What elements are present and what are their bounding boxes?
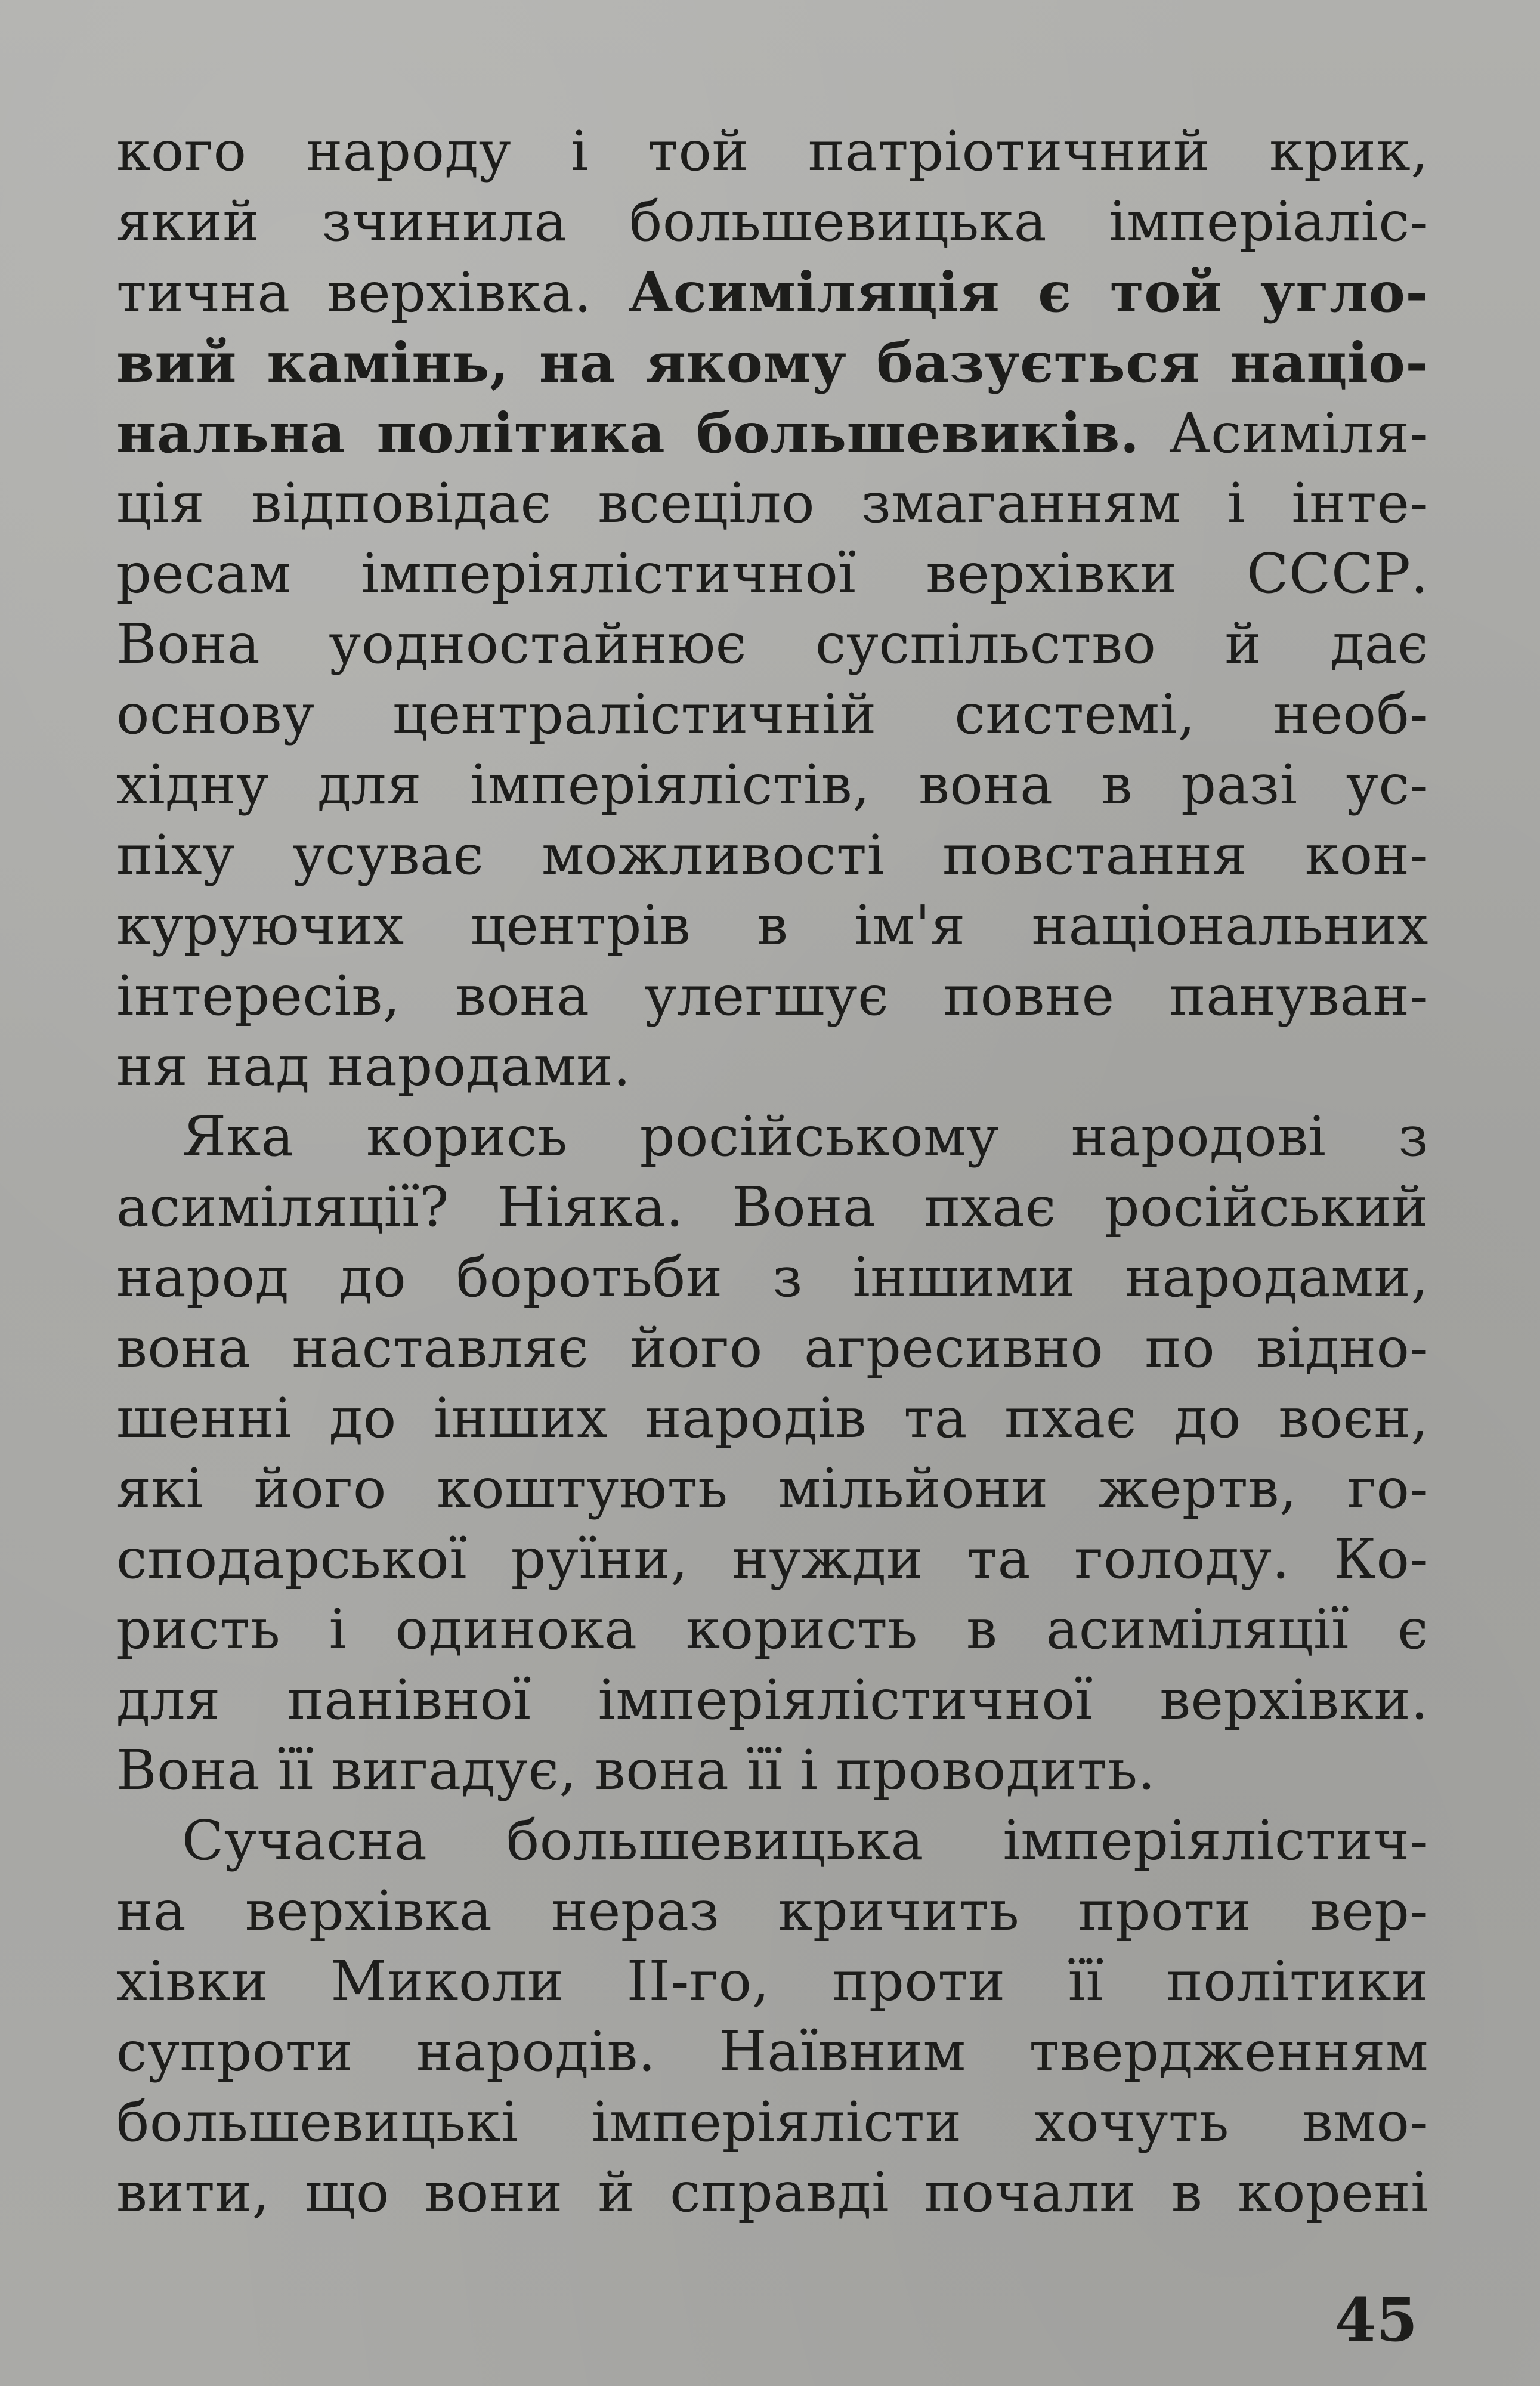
text-segment: які його коштують мільйони жертв, го- — [116, 1457, 1428, 1520]
text-line — [116, 961, 1428, 1031]
text-line — [116, 1524, 1428, 1594]
text-line — [116, 1243, 1428, 1313]
text-segment: на верхівка нераз кричить проти вер- — [116, 1879, 1428, 1943]
bold-text-segment: вий камінь, на якому базується націо- — [116, 330, 1428, 395]
text-segment: Вона уодностайнює суспільство й дає — [116, 612, 1428, 676]
text-line — [116, 1172, 1428, 1243]
text-line — [116, 1102, 1428, 1172]
text-line — [116, 1735, 1428, 1806]
text-segment: кого народу і той патріотичний крик, — [116, 119, 1428, 183]
text-line — [116, 820, 1428, 891]
text-segment: тична верхівка. — [116, 261, 629, 324]
text-segment: большевицькі імперіялісти хочуть вмо- — [116, 2090, 1428, 2154]
text-segment: хідну для імперіялістів, вона в разі ус- — [116, 753, 1428, 817]
text-line — [116, 187, 1428, 257]
text-line — [116, 1031, 1428, 1102]
text-line — [116, 539, 1428, 609]
text-segment: шенні до інших народів та пхає до воєн, — [116, 1386, 1428, 1450]
text-line — [116, 1806, 1428, 1876]
text-segment: куруючих центрів в ім'я національних — [116, 894, 1428, 957]
text-segment: вона наставляє його агресивно по відно- — [116, 1316, 1428, 1380]
text-segment: ція відповідає всеціло змаганням і інте- — [116, 471, 1428, 535]
text-segment: супроти народів. Наївним твердженням — [116, 2020, 1428, 2084]
text-segment: Сучасна большевицька імперіялістич- — [182, 1809, 1428, 1872]
text-line — [116, 609, 1428, 679]
text-segment: для панівної імперіялістичної верхівки. — [116, 1668, 1428, 1732]
text-segment: який зчинила большевицька імперіаліс- — [116, 190, 1428, 254]
text-segment: асиміляції? Ніяка. Вона пхає російський — [116, 1175, 1428, 1239]
text-segment: ня над народами. — [116, 1034, 631, 1098]
text-line — [116, 1454, 1428, 1524]
text-line — [116, 1313, 1428, 1383]
text-segment: народ до боротьби з іншими народами, — [116, 1245, 1428, 1309]
text-line — [116, 116, 1428, 187]
text-line — [116, 1594, 1428, 1665]
bold-text-segment: Асиміляція є той угло- — [628, 260, 1428, 324]
text-line — [116, 750, 1428, 820]
body-text — [116, 116, 1428, 2228]
text-segment: ресам імперіялістичної верхівки СССР. — [116, 542, 1428, 605]
text-segment: інтересів, вона улегшує повне пануван- — [116, 964, 1428, 1028]
text-line — [116, 2017, 1428, 2087]
text-line — [116, 398, 1428, 468]
text-line — [116, 1946, 1428, 2017]
text-line — [116, 1876, 1428, 1946]
text-segment: Яка корись російському народові з — [182, 1105, 1428, 1169]
text-segment: вити, що вони й справді почали в корені — [116, 2161, 1428, 2224]
text-line — [116, 2158, 1428, 2228]
text-line — [116, 2087, 1428, 2158]
text-segment: сподарської руїни, нужди та голоду. Ко- — [116, 1527, 1428, 1591]
text-segment: ристь і одинока користь в асиміляції є — [116, 1597, 1428, 1661]
text-segment: основу централістичній системі, необ- — [116, 682, 1428, 746]
bold-text-segment: нальна політика большевиків. — [116, 401, 1140, 465]
text-line — [116, 468, 1428, 539]
text-line — [116, 679, 1428, 750]
text-line — [116, 327, 1428, 398]
page-number: 45 — [1334, 2285, 1418, 2355]
text-segment: піху усуває можливості повстання кон- — [116, 823, 1428, 887]
text-line — [116, 891, 1428, 961]
text-line — [116, 1665, 1428, 1735]
text-line — [116, 257, 1428, 327]
text-segment: хівки Миколи ІІ-го, проти її політики — [116, 1949, 1428, 2013]
text-segment: Асиміля- — [1139, 401, 1428, 465]
text-segment: Вона її вигадує, вона її і проводить. — [116, 1738, 1156, 1802]
text-line — [116, 1383, 1428, 1454]
